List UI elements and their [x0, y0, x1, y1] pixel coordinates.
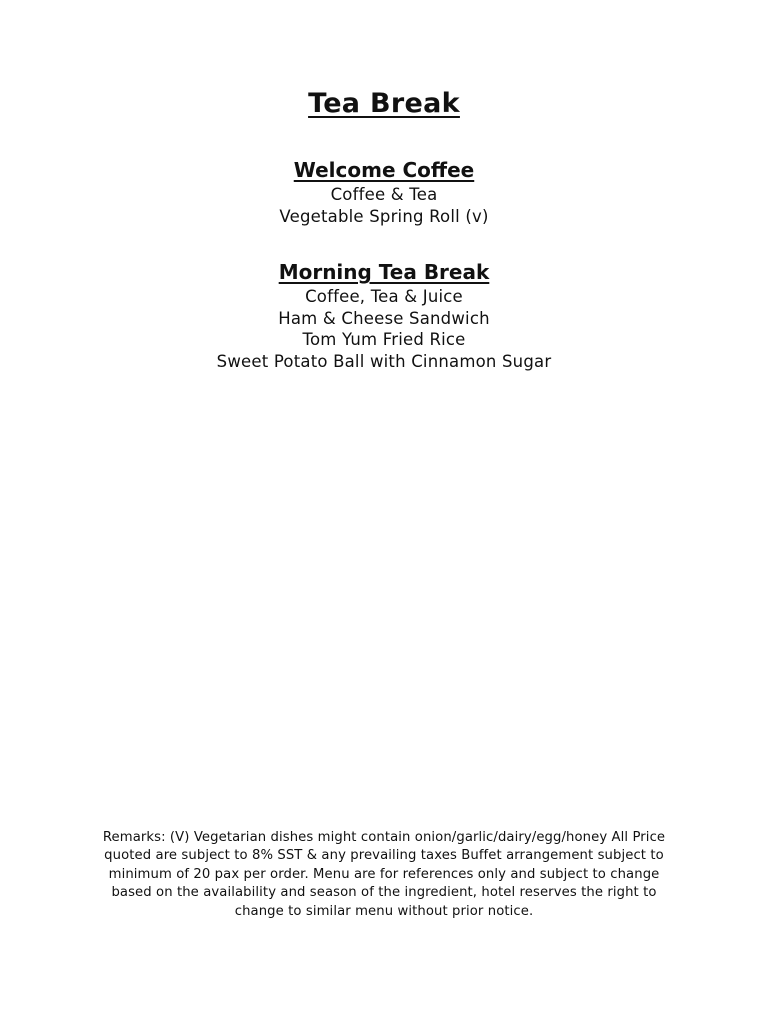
- section-welcome-coffee: [0, 156, 768, 227]
- menu-item: Ham & Cheese Sandwich: [278, 308, 490, 328]
- menu-item: Vegetable Spring Roll (v): [279, 206, 489, 226]
- menu-item: Tom Yum Fried Rice: [302, 330, 466, 349]
- menu-item-list: [0, 286, 768, 372]
- page-title: Tea Break: [308, 88, 460, 119]
- section-heading: Welcome Coffee: [293, 158, 475, 182]
- section-morning-tea-break: [0, 258, 768, 372]
- menu-item: Sweet Potato Ball with Cinnamon Sugar: [216, 351, 552, 371]
- menu-item: Coffee & Tea: [330, 185, 438, 204]
- remarks-note: Remarks: (V) Vegetarian dishes might contain onion/garlic/dairy/egg/honey All Price quoted are subject to 8% SST & any prevailing taxes Buffet arrangement subject to minimum of 20 pax per order. Menu are for references only and subject to change based on the availability and season of the ingredient, hotel reserves the right to change to similar menu without prior notice.: [102, 830, 666, 919]
- menu-item-list: [0, 184, 768, 227]
- section-heading: Morning Tea Break: [278, 260, 490, 284]
- menu-item: Coffee, Tea & Juice: [305, 287, 463, 306]
